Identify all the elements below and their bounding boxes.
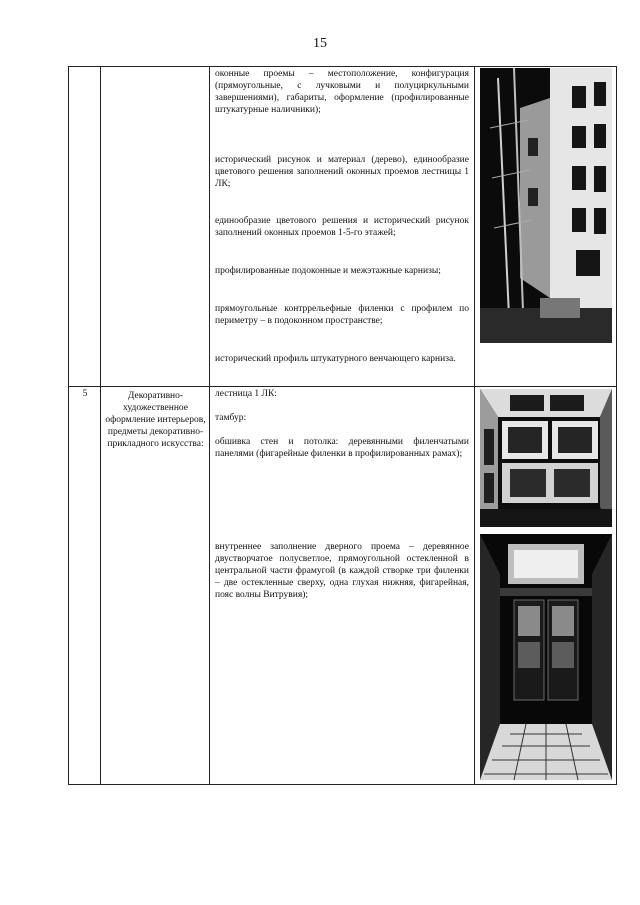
description-paragraph: тамбур: xyxy=(215,413,247,423)
table-row xyxy=(69,67,617,387)
description-paragraph: исторический рисунок и материал (дерево), единообразие цветового решения заполнений оконных проемов лестницы 1 ЛК; xyxy=(215,155,469,189)
row-number-cell xyxy=(69,386,101,784)
description-paragraph: внутреннее заполнение дверного проема – деревянное двустворчатое полусветлое, прямоугольной остекленной в центральной части фрамугой (в каждой створке три филенки – две остекленные сверху, одна глухая нижняя, фигарейная, пояс волны Витрувия); xyxy=(215,542,469,600)
row-number: 5 xyxy=(82,389,88,399)
description-paragraph: профилированные подоконные и межэтажные карнизы; xyxy=(215,266,441,276)
description-paragraph: прямоугольные контррельефные филенки с профилем по периметру – в подоконном пространстве; xyxy=(215,304,469,326)
table-row xyxy=(69,386,617,785)
entrance-door-photo xyxy=(480,534,612,780)
description-paragraph: оконные проемы – местоположение, конфигурация (прямоугольные, с лучковыми и полуциркульными завершениями), габариты, оформление (профилированные штукатурные наличники); xyxy=(215,69,469,115)
courtyard-facade-photo xyxy=(480,68,612,343)
row-description-cell xyxy=(210,386,475,784)
objects-table xyxy=(68,66,617,785)
row-name-cell xyxy=(101,386,210,784)
description-paragraph: исторический профиль штукатурного венчающего карниза. xyxy=(215,354,456,364)
row-description-cell xyxy=(210,67,475,386)
description-paragraph: единообразие цветового решения и исторический рисунок заполнений оконных проемов 1-5-го этажей; xyxy=(215,216,469,238)
row-image-cell xyxy=(475,386,617,784)
description-paragraph: обшивка стен и потолка: деревянными филенчатыми панелями (фигарейные филенки в профилированных рамах); xyxy=(215,437,469,459)
row-name: Декоративно-художественное оформление интерьеров, предметы декоративно-прикладного искусства: xyxy=(105,391,206,449)
description-paragraph: лестница 1 ЛК: xyxy=(215,389,277,399)
row-number-cell xyxy=(69,67,101,386)
vestibule-panels-photo xyxy=(480,389,612,527)
page-number: 15 xyxy=(313,36,327,51)
row-image-cell xyxy=(475,67,617,386)
row-name-cell xyxy=(101,67,210,386)
